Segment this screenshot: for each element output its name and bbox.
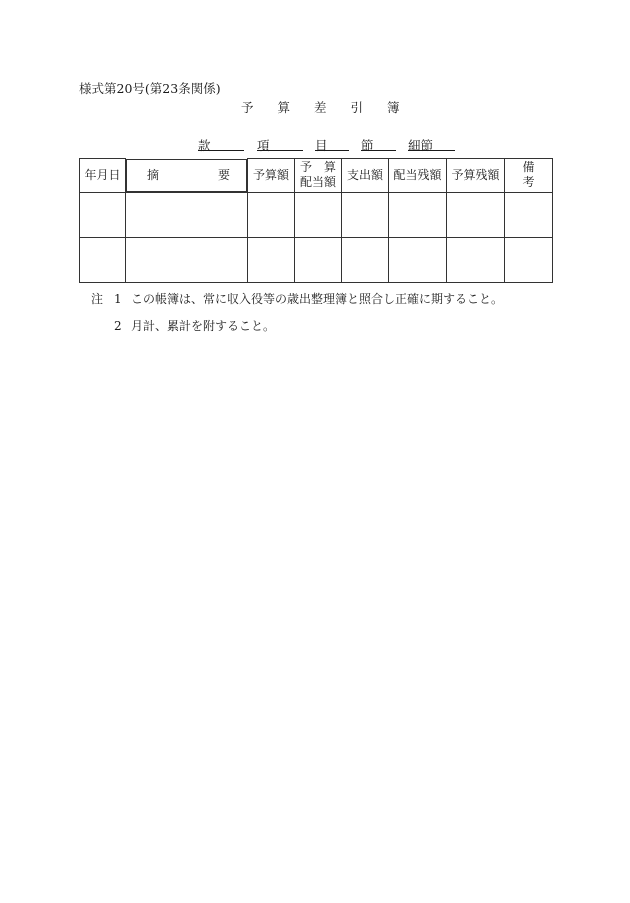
category-moku: 目 [315, 136, 349, 151]
header-summary-left: 摘 [147, 167, 160, 182]
note-number: 2 [114, 319, 122, 333]
header-budget: 予算額 [248, 159, 295, 193]
table-cell [248, 237, 295, 282]
category-saisetsu: 細節 [408, 136, 455, 151]
table-cell [389, 192, 447, 237]
table-cell [389, 237, 447, 282]
category-kan: 款 [198, 136, 244, 151]
table-cell [80, 192, 126, 237]
document-title: 予算差引簿 [241, 100, 424, 115]
header-allocation [295, 159, 342, 193]
header-allocation-balance: 配当残額 [389, 159, 447, 193]
note-number: 1 [114, 292, 122, 306]
budget-ledger-table [79, 158, 553, 283]
header-remarks: 備考 [505, 159, 553, 193]
table-cell [80, 237, 126, 282]
table-cell [505, 237, 553, 282]
table-cell [248, 192, 295, 237]
table-cell [342, 192, 389, 237]
header-budget-balance: 予算残額 [447, 159, 505, 193]
header-date: 年月日 [80, 159, 126, 193]
header-allocation-line1: 予 算 [299, 160, 336, 175]
category-setsu: 節 [361, 136, 396, 151]
header-summary-right: 要 [217, 167, 230, 182]
note-text: この帳簿は、常に収入役等の歳出整理簿と照合し正確に期すること。 [131, 292, 504, 306]
note-text: 月計、累計を附すること。 [131, 319, 276, 333]
table-header-row [80, 159, 553, 193]
header-summary [126, 159, 247, 192]
table-cell [447, 237, 505, 282]
header-allocation-line2: 配当額 [299, 175, 336, 190]
table-cell [505, 192, 553, 237]
header-expenditure: 支出額 [342, 159, 389, 193]
table-cell [126, 237, 248, 282]
table-cell [342, 237, 389, 282]
category-kou: 項 [257, 136, 303, 151]
table-cell [126, 192, 248, 237]
table-cell [447, 192, 505, 237]
form-number-label: 様式第20号(第23条関係) [79, 81, 221, 96]
table-cell [295, 237, 342, 282]
table-row [80, 237, 553, 282]
table-cell [295, 192, 342, 237]
table-row [80, 192, 553, 237]
note-prefix: 注 [91, 292, 104, 306]
